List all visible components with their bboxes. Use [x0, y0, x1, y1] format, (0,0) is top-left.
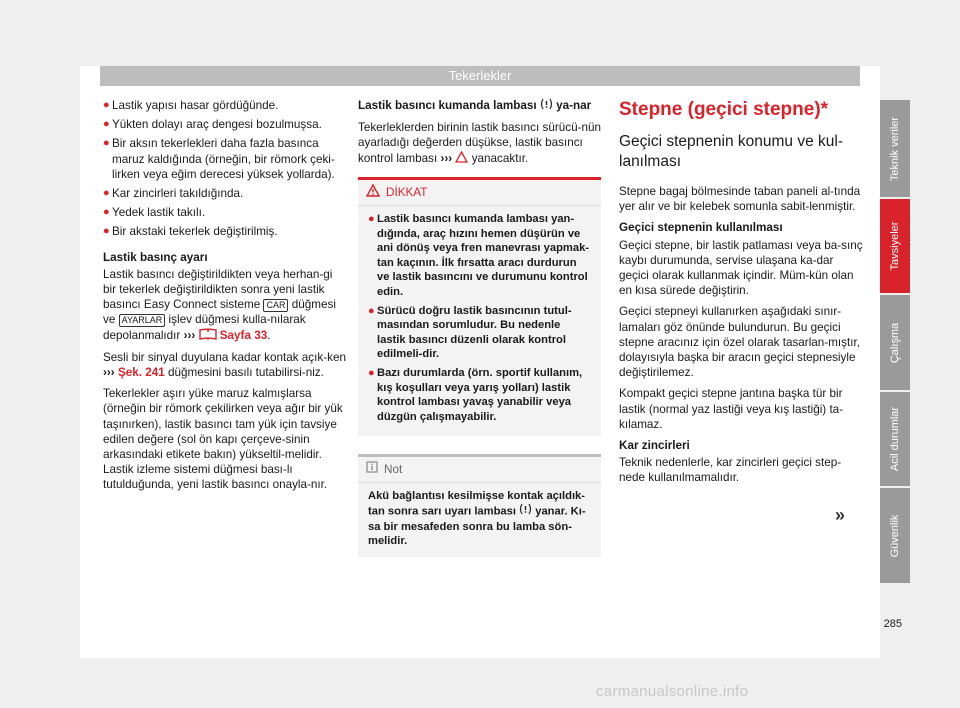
- tire-pressure-icon: [540, 98, 553, 114]
- paragraph: Sesli bir sinyal duyulana kadar kontak açık-ken ››› Şek. 241 düğmesini basılı tutabilirsi-niz.: [103, 350, 346, 380]
- tab-acil-durumlar[interactable]: Acil durumlar: [880, 392, 910, 486]
- continue-marker: »: [835, 505, 846, 525]
- list-item: ● Bir aksın tekerlekleri daha fazla basınca maruz kaldığında (örneğin, bir römork çeki-lirken veya eğim derecesi yüksek yollarda).: [103, 137, 335, 181]
- figure-reference-link[interactable]: Şek. 241: [117, 366, 165, 380]
- column-middle: [358, 98, 601, 557]
- paragraph: Stepne bagaj bölmesinde taban paneli al-tında yer alır ve bir kelebek somunla sabit-lenmiştir.: [619, 185, 861, 214]
- list-item: ● Kar zincirleri takıldığında.: [103, 187, 244, 201]
- column-right: [619, 98, 864, 492]
- list-item: ● Yedek lastik takılı.: [103, 206, 206, 220]
- paragraph: Teknik nedenlerle, kar zincirleri geçici step-nede kullanılmamalıdır.: [619, 456, 842, 485]
- reference-arrows: ›››: [440, 151, 453, 165]
- settings-key-label: AYARLAR: [119, 314, 166, 327]
- info-icon: [366, 461, 378, 477]
- bullet-icon: ●: [368, 304, 375, 317]
- book-icon: [199, 328, 217, 344]
- warning-triangle-icon: [366, 184, 380, 201]
- bullet-icon: ●: [103, 118, 110, 131]
- section-heading: Lastik basınç ayarı: [103, 250, 208, 264]
- bullet-icon: ●: [368, 366, 375, 379]
- list-item: ● Lastik yapısı hasar gördüğünde.: [103, 99, 279, 112]
- tab-calisma[interactable]: Çalışma: [880, 295, 910, 390]
- tab-tavsiyeler[interactable]: Tavsiyeler: [880, 199, 910, 293]
- list-item: ● Lastik basıncı kumanda lambası yan-dığında, araç hızını hemen düşürün ve ani dönüş veya fren manevrası yapmak-tan kaçının. İlk fırsatta aracı durdurun ve lastik basıncını ve durumunu kontrol edin.: [368, 213, 590, 298]
- note-box: Not Akü bağlantısı kesilmişse kontak açıldık-tan sonra sarı uyarı lambası yanar. Kı-sa bir mesafeden sonra bu lamba sön-melidir.: [358, 454, 601, 557]
- column-left: [103, 98, 346, 499]
- reference-arrows: ›››: [103, 366, 115, 380]
- paragraph: Tekerlekler aşırı yüke maruz kalmışlarsa (örneğin bir römork çekilirken veya ağır bir yük taşınırken), lastik basıncı tam yük için tavsiye edilen değere (sol ön kapı çerçeve-sinin arkasındaki etikete bakın) yükseltil-melidir. Lastik izleme sistemi düğmesi bası-lı tutulduğunda, yeni lastik basıncı onayla-nır.: [103, 387, 343, 492]
- warning-triangle-icon: [455, 151, 468, 167]
- bullet-icon: ●: [103, 99, 110, 111]
- watermark: carmanualsonline.info: [596, 683, 749, 700]
- list-item: ● Bazı durumlarda (örn. sportif kullanım, kış koşulları veya yarış yolları) lastik kontrol lambası yavaş yanabilir veya düzgün çalışmayabilir.: [368, 366, 583, 423]
- page-header: Tekerlekler: [100, 66, 860, 86]
- paragraph: Tekerleklerden birinin lastik basıncı sürücü-nün ayarladığı değerden düşükse, lastik basıncı kontrol lambası ››› yanacaktır.: [358, 121, 601, 165]
- warning-box: [358, 177, 601, 437]
- list-item: ● Sürücü doğru lastik basıncının tutul-masından sorumludur. Bu nedenle lastik basıncı düzenli olarak kontrol edilmeli-dir.: [368, 304, 572, 361]
- paragraph: Kompakt geçici stepne jantına başka tür bir lastik (normal yaz lastiği veya kış lastiği) ta-kılamaz.: [619, 387, 844, 431]
- page-number: 285: [883, 618, 902, 630]
- paragraph: Geçici stepneyi kullanırken aşağıdaki sınır-lamaları göz önünde bulundurun. Bu geçici stepne aracınız için özel olarak tasarlan-mıştır, dolayısıyla başka bir aracın geçici stepnesiyle değiştirilemez.: [619, 305, 860, 380]
- bullet-icon: ●: [103, 137, 110, 150]
- section-heading: Kar zincirleri: [619, 439, 690, 453]
- warning-title: DİKKAT: [386, 185, 428, 199]
- list-item: ● Yükten dolayı araç dengesi bozulmuşsa.: [103, 118, 322, 132]
- note-title: Not: [384, 462, 403, 476]
- tab-teknik-veriler[interactable]: Teknik veriler: [880, 100, 910, 197]
- bullet-icon: ●: [368, 213, 375, 226]
- reference-arrows: ›››: [183, 328, 196, 342]
- tire-pressure-icon: [519, 503, 532, 520]
- bullet-icon: ●: [103, 187, 110, 200]
- bullet-icon: ●: [103, 225, 110, 238]
- subsection-title: Geçici stepnenin konumu ve kul-lanılması: [619, 133, 844, 170]
- bullet-icon: ●: [103, 206, 110, 219]
- car-button-icon: CAR: [263, 299, 288, 312]
- paragraph: Geçici stepne, bir lastik patlaması veya ba-sınç kaybı durumunda, servise ulaşana ka-dar geçici olarak kullanmak içindir. Müm-kün olan en kısa sürede değiştirin.: [619, 238, 863, 298]
- paragraph: Lastik basıncı değiştirildikten veya herhan-gi bir tekerlek değiştirildikten sonra yeni lastik basıncı Easy Connect sisteme CAR düğmesi ve AYARLAR işlev düğmesi kulla-nılarak depolanmalıdır ››› Sayfa 33.: [103, 267, 336, 342]
- section-heading: Lastik basıncı kumanda lambası ya-nar: [358, 99, 592, 113]
- page-title: Stepne (geçici stepne)*: [619, 99, 829, 120]
- section-heading: Geçici stepnenin kullanılması: [619, 221, 783, 235]
- page-reference-link[interactable]: Sayfa 33: [219, 328, 268, 342]
- tab-guvenlik[interactable]: Güvenlik: [880, 488, 910, 583]
- list-item: ● Bir akstaki tekerlek değiştirilmiş.: [103, 225, 278, 239]
